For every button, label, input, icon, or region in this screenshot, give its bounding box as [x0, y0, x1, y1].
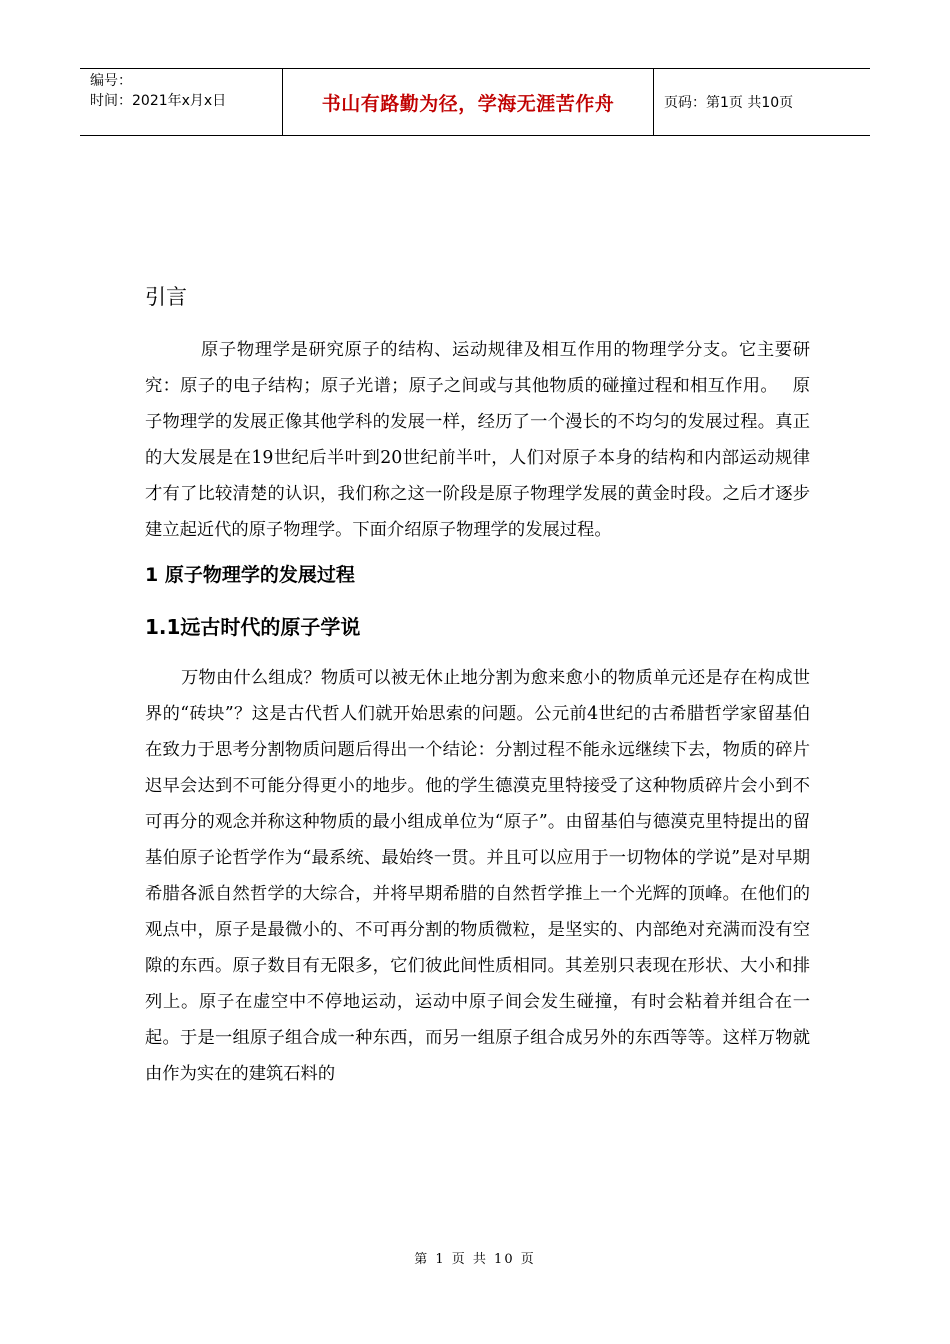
- section-1-1-heading: 1.1远古时代的原子学说: [145, 615, 361, 639]
- document-time-label: 时间：2021年x月x日: [90, 93, 227, 109]
- intro-paragraph: 原子物理学是研究原子的结构、运动规律及相互作用的物理学分支。它主要研究：原子的电子结构；原子光谱；原子之间或与其他物质的碰撞过程和相互作用。 原子物理学的发展正像其他学科的发展一样，经历了一个漫长的不均匀的发展过程。真正的大发展是在19世纪后半叶到20世纪前半叶，人们对原子本身的结构和内部运动规律才有了比较清楚的认识，我们称之这一阶段是原子物理学发展的黄金时段。之后才逐步建立起近代的原子物理学。下面介绍原子物理学的发展过程。: [145, 340, 810, 540]
- intro-heading: 引言: [145, 285, 187, 309]
- document-number-label: 编号：: [90, 73, 132, 89]
- header-motto: 书山有路勤为径，学海无涯苦作舟: [283, 69, 654, 135]
- section-1-1-paragraph: 万物由什么组成？物质可以被无休止地分割为愈来愈小的物质单元还是存在构成世界的“砖块”？这是古代哲人们就开始思索的问题。公元前4世纪的古希腊哲学家留基伯在致力于思考分割物质问题后得出一个结论：分割过程不能永远继续下去，物质的碎片迟早会达到不可能分得更小的地步。他的学生德漠克里特接受了这种物质碎片会小到不可再分的观念并称这种物质的最小组成单位为“原子”。由留基伯与德漠克里特提出的留基伯原子论哲学作为“最系统、最始终一贯。并且可以应用于一切物体的学说”是对早期希腊各派自然哲学的大综合，并将早期希腊的自然哲学推上一个光辉的顶峰。在他们的观点中，原子是最微小的、不可再分割的物质微粒，是坚实的、内部绝对充满而没有空隙的东西。原子数目有无限多，它们彼此间性质相同。其差别只表现在形状、大小和排列上。原子在虚空中不停地运动，运动中原子间会发生碰撞，有时会粘着并组合在一起。于是一组原子组合成一种东西，而另一组原子组合成另外的东西等等。这样万物就由作为实在的建筑石料的: [145, 668, 810, 1084]
- page-footer: 第 1 页 共 10 页: [414, 1252, 536, 1267]
- header-page-info: 页码：第1页 共10页: [664, 95, 794, 111]
- header-meta-cell: [80, 69, 283, 135]
- document-header: [80, 68, 870, 136]
- section-1-heading: 1 原子物理学的发展过程: [145, 564, 355, 586]
- document-body: [145, 282, 810, 1092]
